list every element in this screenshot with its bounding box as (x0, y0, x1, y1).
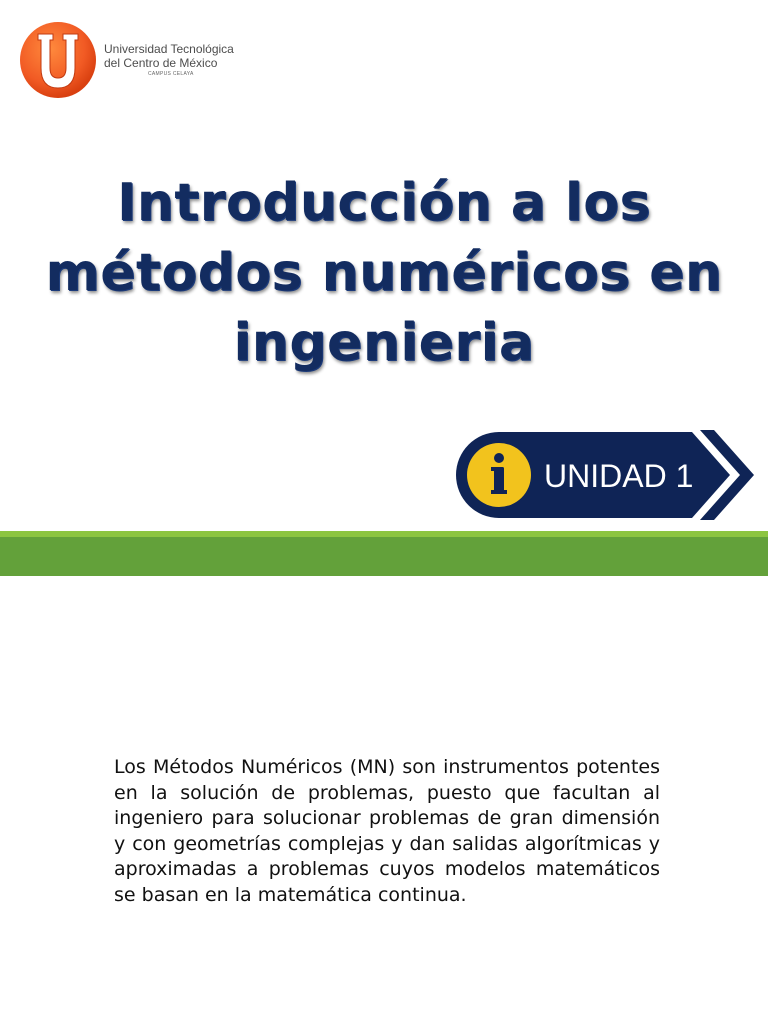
slide-title-line2: métodos numéricos en (45, 243, 723, 303)
logo-letter: U (57, 72, 59, 73)
body-paragraph: Los Métodos Numéricos (MN) son instrumentos potentes en la solución de problemas, puesto que facultan al ingeniero para solucionar problemas de gran dimensión y con geometrías complejas y dan salidas algorítmicas y aproximadas a problemas cuyos modelos matemáticos se basan en la matemática continua. (114, 756, 660, 906)
university-logo (18, 20, 258, 102)
unit-label: UNIDAD 1 (544, 458, 694, 494)
slide-title (40, 168, 728, 378)
divider-bar (0, 537, 768, 576)
university-name (104, 42, 234, 78)
slide-title-line1: Introducción a los (117, 173, 651, 233)
university-logo-mark (18, 20, 98, 100)
slide-title-line3: ingenieria (233, 313, 535, 373)
unit-banner (454, 428, 754, 522)
campus-name: CAMPUS CELAYA (148, 71, 194, 77)
university-name-line2: del Centro de México (104, 56, 218, 70)
university-name-line1: Universidad Tecnológica (104, 42, 234, 56)
